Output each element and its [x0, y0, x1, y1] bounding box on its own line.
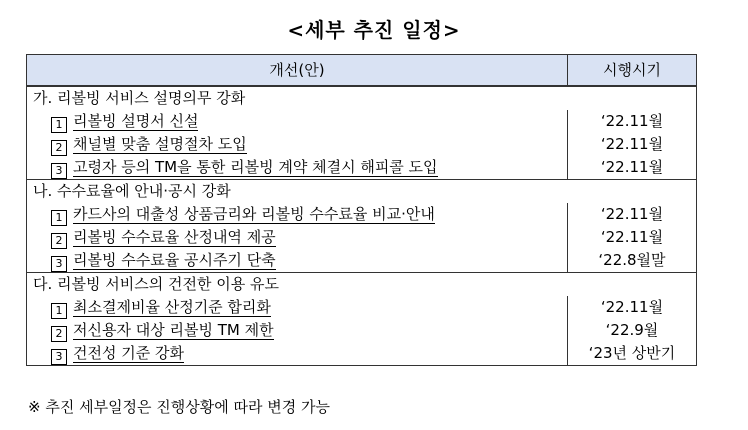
table-row: [27, 319, 697, 342]
item-text: 리볼빙 수수료율 산정내역 제공: [73, 228, 276, 246]
item-number: 2: [51, 233, 67, 249]
item-number: 1: [51, 117, 67, 133]
item-date: ‘22.11월: [600, 298, 664, 316]
item-text: 건전성 기준 강화: [73, 344, 184, 362]
item-number: 3: [51, 256, 67, 272]
item-date: ‘23년 상반기: [567, 342, 696, 366]
table-row: [27, 156, 697, 180]
item-text: 저신용자 대상 리볼빙 TM 제한: [73, 321, 274, 339]
item-text: 채널별 맞춤 설명절차 도입: [73, 135, 247, 153]
table-row: [27, 342, 697, 366]
header-improvement: 개선(안): [27, 55, 568, 87]
table-row: [27, 296, 697, 319]
table-row: [27, 110, 697, 133]
item-date: ‘22.11월: [600, 158, 664, 176]
section-row: [27, 180, 697, 204]
item-number: 1: [51, 210, 67, 226]
item-date: ‘22.11월: [600, 112, 664, 130]
table-header-row: [27, 55, 697, 87]
item-text: 카드사의 대출성 상품금리와 리볼빙 수수료율 비교·안내: [73, 205, 435, 223]
item-date: ‘22.9월: [605, 321, 659, 339]
footnote: ※ 추진 세부일정은 진행상황에 따라 변경 가능: [28, 398, 330, 416]
item-date: ‘22.11월: [600, 205, 664, 223]
item-text: 최소결제비율 산정기준 합리화: [73, 298, 271, 316]
schedule-table: [26, 54, 697, 366]
section-label: 나. 수수료율에 안내·공시 강화: [27, 180, 697, 204]
section-row: [27, 86, 697, 110]
table-row: [27, 203, 697, 226]
section-label: 다. 리볼빙 서비스의 건전한 이용 유도: [27, 273, 697, 297]
item-number: 2: [51, 140, 67, 156]
page-title: <세부 추진 일정>: [287, 18, 461, 42]
header-period: 시행시기: [567, 55, 696, 87]
table-row: [27, 226, 697, 249]
item-number: 3: [51, 163, 67, 179]
item-number: 2: [51, 326, 67, 342]
item-date: ‘22.8월말: [598, 251, 666, 269]
table-row: [27, 249, 697, 273]
item-number: 3: [51, 349, 67, 365]
item-number: 1: [51, 303, 67, 319]
item-date: ‘22.11월: [600, 135, 664, 153]
item-text: 리볼빙 설명서 신설: [73, 112, 199, 130]
item-text: 리볼빙 수수료율 공시주기 단축: [73, 251, 276, 269]
section-label: 가. 리볼빙 서비스 설명의무 강화: [27, 86, 697, 110]
section-row: [27, 273, 697, 297]
table-row: [27, 133, 697, 156]
item-text: 고령자 등의 TM을 통한 리볼빙 계약 체결시 해피콜 도입: [73, 158, 438, 176]
item-date: ‘22.11월: [600, 228, 664, 246]
